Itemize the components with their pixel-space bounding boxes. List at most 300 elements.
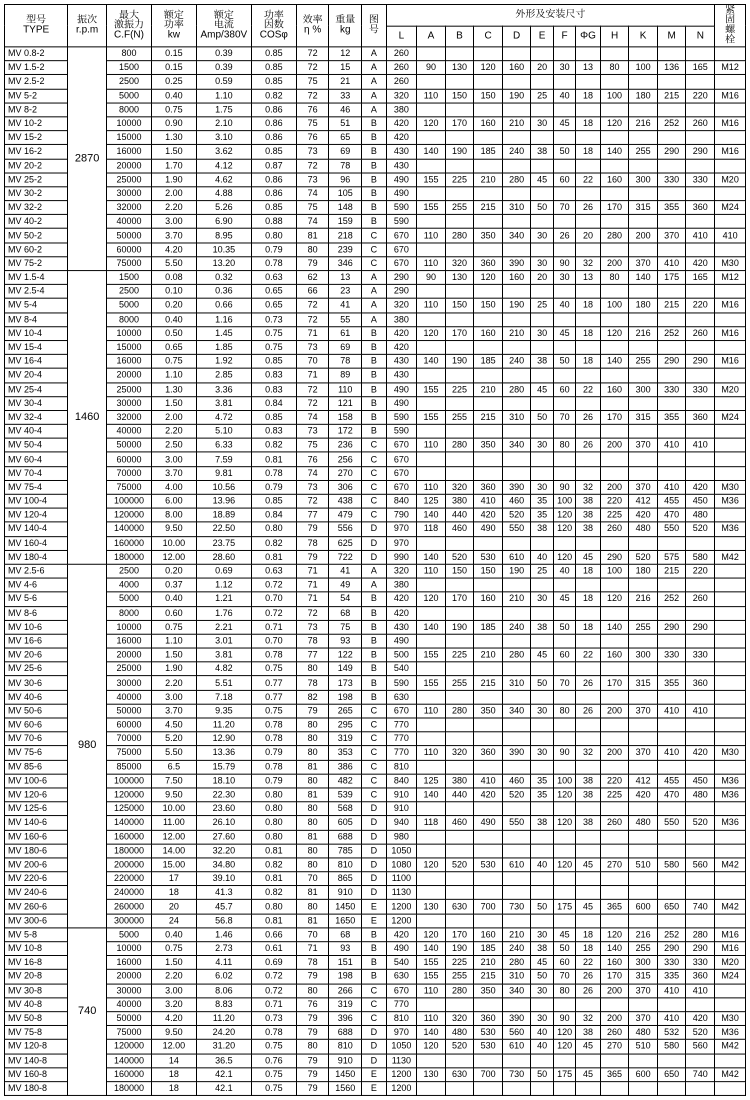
cell-efficiency: 80 (296, 718, 329, 732)
header-dimensions-group: 外形及安装尺寸 (386, 4, 715, 25)
cell-dim-A (417, 103, 446, 117)
cell-efficiency: 79 (296, 1054, 329, 1068)
cell-dim-M: 330 (657, 648, 686, 662)
cell-bolt (715, 676, 746, 690)
cell-model: MV 25-2 (5, 173, 68, 187)
cell-dim-A (417, 760, 446, 774)
cell-dim-B: 150 (445, 89, 474, 103)
cell-efficiency: 79 (296, 1026, 329, 1040)
cell-model: MV 15-4 (5, 340, 68, 354)
cell-current: 41.3 (196, 886, 251, 900)
cell-efficiency: 81 (296, 914, 329, 928)
cell-power-factor: 0.79 (251, 480, 296, 494)
cell-dim-G (576, 844, 600, 858)
table-row (5, 648, 746, 662)
cell-dim-H (600, 159, 629, 173)
cell-dim-H: 170 (600, 410, 629, 424)
cell-dim-B (445, 536, 474, 550)
cell-figure: B (362, 327, 386, 341)
header-force: 最大 激振力 C.F(N) (107, 4, 152, 46)
cell-dim-M (657, 830, 686, 844)
cell-current: 4.72 (196, 410, 251, 424)
header-dim-E: E (531, 26, 553, 47)
cell-power-factor: 0.84 (251, 508, 296, 522)
cell-bolt: M12 (715, 61, 746, 75)
cell-force: 30000 (107, 396, 152, 410)
cell-dim-G: 32 (576, 480, 600, 494)
cell-dim-D: 280 (502, 382, 531, 396)
cell-dim-F (553, 368, 575, 382)
cell-dim-F (553, 886, 575, 900)
cell-weight: 910 (329, 1054, 362, 1068)
cell-efficiency: 70 (296, 872, 329, 886)
cell-dim-D (502, 75, 531, 89)
cell-dim-K: 255 (629, 145, 658, 159)
cell-dim-K (629, 452, 658, 466)
table-row (5, 494, 746, 508)
cell-dim-K (629, 998, 658, 1012)
cell-dim-B (445, 718, 474, 732)
cell-model: MV 20-2 (5, 159, 68, 173)
cell-dim-K: 300 (629, 956, 658, 970)
cell-power-factor: 0.86 (251, 187, 296, 201)
cell-dim-K: 216 (629, 327, 658, 341)
cell-model: MV 30-6 (5, 676, 68, 690)
cell-dim-L: 320 (386, 299, 417, 313)
header-dim-C: C (474, 26, 503, 47)
cell-dim-C (474, 606, 503, 620)
cell-dim-B (445, 914, 474, 928)
cell-efficiency: 72 (296, 382, 329, 396)
cell-weight: 78 (329, 354, 362, 368)
cell-dim-M (657, 187, 686, 201)
cell-bolt (715, 452, 746, 466)
cell-dim-L: 590 (386, 676, 417, 690)
cell-dim-G (576, 103, 600, 117)
cell-current: 28.60 (196, 550, 251, 564)
table-row (5, 942, 746, 956)
cell-dim-M: 290 (657, 145, 686, 159)
cell-dim-G: 18 (576, 145, 600, 159)
cell-dim-C: 360 (474, 746, 503, 760)
cell-dim-N: 360 (686, 410, 715, 424)
cell-dim-E: 25 (531, 89, 553, 103)
cell-bolt (715, 1082, 746, 1096)
cell-dim-B (445, 187, 474, 201)
cell-dim-F (553, 606, 575, 620)
cell-current: 3.10 (196, 131, 251, 145)
cell-power-factor: 0.86 (251, 103, 296, 117)
cell-figure: C (362, 718, 386, 732)
cell-weight: 865 (329, 872, 362, 886)
cell-dim-K: 255 (629, 942, 658, 956)
cell-force: 75000 (107, 746, 152, 760)
cell-power-factor: 0.86 (251, 131, 296, 145)
cell-dim-N: 410 (686, 229, 715, 243)
cell-figure: E (362, 900, 386, 914)
table-row (5, 1026, 746, 1040)
cell-weight: 93 (329, 634, 362, 648)
cell-dim-F: 100 (553, 774, 575, 788)
cell-model: MV 60-4 (5, 452, 68, 466)
cell-dim-D (502, 998, 531, 1012)
cell-dim-E: 40 (531, 858, 553, 872)
cell-dim-G: 22 (576, 648, 600, 662)
cell-bolt: M24 (715, 410, 746, 424)
cell-weight: 75 (329, 620, 362, 634)
cell-dim-D: 460 (502, 774, 531, 788)
cell-bolt (715, 592, 746, 606)
cell-current: 5.51 (196, 676, 251, 690)
cell-current: 10.35 (196, 243, 251, 257)
cell-dim-L: 1130 (386, 1054, 417, 1068)
cell-efficiency: 71 (296, 592, 329, 606)
cell-efficiency: 72 (296, 89, 329, 103)
cell-dim-N (686, 396, 715, 410)
cell-dim-C: 210 (474, 956, 503, 970)
cell-dim-N (686, 536, 715, 550)
cell-dim-M (657, 914, 686, 928)
cell-dim-L: 910 (386, 788, 417, 802)
cell-power: 0.40 (151, 313, 196, 327)
cell-dim-D: 610 (502, 550, 531, 564)
cell-dim-N: 560 (686, 858, 715, 872)
cell-model: MV 50-4 (5, 438, 68, 452)
cell-current: 18.10 (196, 774, 251, 788)
cell-dim-G (576, 243, 600, 257)
cell-force: 40000 (107, 998, 152, 1012)
cell-dim-G: 26 (576, 410, 600, 424)
cell-force: 75000 (107, 257, 152, 271)
cell-dim-H: 280 (600, 229, 629, 243)
cell-dim-C: 490 (474, 816, 503, 830)
cell-force: 15000 (107, 131, 152, 145)
cell-power-factor: 0.69 (251, 956, 296, 970)
cell-dim-D: 340 (502, 984, 531, 998)
cell-bolt: M20 (715, 382, 746, 396)
cell-weight: 785 (329, 844, 362, 858)
cell-dim-B: 190 (445, 354, 474, 368)
cell-dim-H: 100 (600, 564, 629, 578)
cell-force: 16000 (107, 634, 152, 648)
cell-dim-E (531, 830, 553, 844)
cell-model: MV 30-2 (5, 187, 68, 201)
cell-dim-M: 410 (657, 746, 686, 760)
cell-figure: B (362, 606, 386, 620)
cell-dim-H (600, 844, 629, 858)
cell-dim-E: 25 (531, 564, 553, 578)
cell-dim-M: 355 (657, 201, 686, 215)
cell-model: MV 160-8 (5, 1068, 68, 1082)
cell-dim-M (657, 536, 686, 550)
cell-current: 4.12 (196, 159, 251, 173)
cell-figure: B (362, 201, 386, 215)
cell-efficiency: 79 (296, 550, 329, 564)
cell-dim-A: 140 (417, 508, 446, 522)
cell-dim-L: 420 (386, 327, 417, 341)
cell-dim-N (686, 368, 715, 382)
cell-dim-M: 215 (657, 299, 686, 313)
cell-power: 3.00 (151, 690, 196, 704)
cell-force: 140000 (107, 522, 152, 536)
cell-power: 1.90 (151, 173, 196, 187)
cell-power-factor: 0.81 (251, 872, 296, 886)
cell-weight: 151 (329, 956, 362, 970)
cell-dim-M (657, 243, 686, 257)
cell-dim-A: 110 (417, 1012, 446, 1026)
cell-model: MV 1.5-4 (5, 271, 68, 285)
cell-dim-N: 410 (686, 438, 715, 452)
cell-current: 6.02 (196, 970, 251, 984)
cell-weight: 353 (329, 746, 362, 760)
cell-force: 120000 (107, 1040, 152, 1054)
cell-dim-D (502, 103, 531, 117)
cell-dim-E (531, 285, 553, 299)
cell-power: 0.75 (151, 354, 196, 368)
cell-dim-N (686, 313, 715, 327)
cell-dim-N: 220 (686, 564, 715, 578)
cell-power: 15.00 (151, 858, 196, 872)
cell-dim-K (629, 285, 658, 299)
cell-dim-B (445, 634, 474, 648)
cell-dim-B (445, 802, 474, 816)
cell-dim-H (600, 187, 629, 201)
cell-dim-N (686, 1082, 715, 1096)
cell-model: MV 5-4 (5, 299, 68, 313)
cell-dim-N (686, 732, 715, 746)
cell-dim-G: 18 (576, 354, 600, 368)
cell-model: MV 160-6 (5, 830, 68, 844)
cell-dim-G: 18 (576, 564, 600, 578)
cell-dim-N: 740 (686, 1068, 715, 1082)
cell-efficiency: 71 (296, 327, 329, 341)
cell-dim-D: 210 (502, 592, 531, 606)
cell-dim-A: 120 (417, 928, 446, 942)
cell-power-factor: 0.81 (251, 844, 296, 858)
table-row (5, 998, 746, 1012)
cell-dim-B (445, 466, 474, 480)
cell-efficiency: 74 (296, 215, 329, 229)
table-row (5, 872, 746, 886)
cell-rpm-group: 2870 (68, 47, 107, 271)
cell-dim-G (576, 1054, 600, 1068)
cell-weight: 236 (329, 438, 362, 452)
cell-current: 1.12 (196, 578, 251, 592)
cell-dim-H (600, 396, 629, 410)
cell-dim-K: 370 (629, 984, 658, 998)
table-row (5, 718, 746, 732)
cell-power: 2.20 (151, 201, 196, 215)
cell-dim-K: 510 (629, 858, 658, 872)
cell-dim-D (502, 732, 531, 746)
cell-dim-A (417, 802, 446, 816)
cell-dim-F: 120 (553, 1026, 575, 1040)
cell-dim-D: 280 (502, 648, 531, 662)
cell-weight: 41 (329, 564, 362, 578)
cell-force: 75000 (107, 480, 152, 494)
cell-power: 12.00 (151, 1040, 196, 1054)
cell-dim-D (502, 187, 531, 201)
cell-dim-H (600, 215, 629, 229)
cell-current: 23.75 (196, 536, 251, 550)
cell-dim-M: 136 (657, 61, 686, 75)
cell-dim-C: 700 (474, 900, 503, 914)
cell-dim-D: 190 (502, 564, 531, 578)
cell-weight: 33 (329, 89, 362, 103)
cell-dim-B (445, 760, 474, 774)
cell-dim-D (502, 886, 531, 900)
cell-dim-G: 18 (576, 928, 600, 942)
cell-force: 180000 (107, 1082, 152, 1096)
cell-efficiency: 80 (296, 844, 329, 858)
cell-dim-K: 520 (629, 550, 658, 564)
cell-dim-D: 310 (502, 201, 531, 215)
cell-dim-C (474, 802, 503, 816)
cell-current: 1.21 (196, 592, 251, 606)
header-dim-A: A (417, 26, 446, 47)
table-row (5, 117, 746, 131)
cell-power-factor: 0.85 (251, 61, 296, 75)
cell-dim-E: 30 (531, 257, 553, 271)
cell-bolt: M16 (715, 299, 746, 313)
cell-power: 0.75 (151, 620, 196, 634)
cell-dim-M: 290 (657, 620, 686, 634)
cell-dim-B (445, 215, 474, 229)
cell-figure: D (362, 844, 386, 858)
cell-dim-K (629, 1054, 658, 1068)
cell-model: MV 60-2 (5, 243, 68, 257)
cell-dim-K (629, 662, 658, 676)
cell-force: 180000 (107, 844, 152, 858)
cell-efficiency: 80 (296, 984, 329, 998)
cell-current: 22.50 (196, 522, 251, 536)
cell-dim-B (445, 1082, 474, 1096)
cell-dim-H: 160 (600, 382, 629, 396)
cell-dim-G (576, 285, 600, 299)
cell-dim-C: 530 (474, 550, 503, 564)
cell-dim-G: 22 (576, 173, 600, 187)
cell-dim-L: 540 (386, 662, 417, 676)
cell-figure: B (362, 396, 386, 410)
cell-bolt (715, 564, 746, 578)
cell-dim-M: 290 (657, 942, 686, 956)
cell-dim-C: 150 (474, 89, 503, 103)
cell-efficiency: 73 (296, 173, 329, 187)
cell-figure: B (362, 410, 386, 424)
cell-dim-E (531, 368, 553, 382)
cell-dim-F (553, 732, 575, 746)
cell-bolt: M36 (715, 494, 746, 508)
cell-bolt (715, 760, 746, 774)
cell-power: 14 (151, 1054, 196, 1068)
cell-force: 120000 (107, 788, 152, 802)
cell-figure: C (362, 257, 386, 271)
cell-dim-F: 80 (553, 984, 575, 998)
cell-dim-F (553, 718, 575, 732)
cell-dim-K (629, 732, 658, 746)
header-rpm: 振次 r.p.m (68, 4, 107, 46)
cell-weight: 319 (329, 732, 362, 746)
cell-dim-M (657, 802, 686, 816)
cell-force: 50000 (107, 1012, 152, 1026)
cell-dim-F (553, 215, 575, 229)
cell-dim-F: 120 (553, 522, 575, 536)
header-model: 型号 TYPE (5, 4, 68, 46)
cell-dim-K: 480 (629, 522, 658, 536)
cell-efficiency: 73 (296, 480, 329, 494)
cell-dim-H (600, 634, 629, 648)
cell-dim-M (657, 690, 686, 704)
cell-dim-G: 38 (576, 494, 600, 508)
cell-power: 2.50 (151, 438, 196, 452)
cell-power-factor: 0.79 (251, 243, 296, 257)
cell-dim-D (502, 452, 531, 466)
table-row (5, 886, 746, 900)
cell-model: MV 32-4 (5, 410, 68, 424)
cell-power-factor: 0.81 (251, 914, 296, 928)
cell-dim-F: 45 (553, 327, 575, 341)
cell-dim-D: 390 (502, 257, 531, 271)
cell-power: 3.20 (151, 998, 196, 1012)
cell-dim-F: 50 (553, 354, 575, 368)
cell-dim-G (576, 914, 600, 928)
table-row (5, 340, 746, 354)
cell-figure: B (362, 159, 386, 173)
cell-dim-L: 380 (386, 313, 417, 327)
cell-dim-E: 38 (531, 942, 553, 956)
table-row (5, 1040, 746, 1054)
cell-dim-L: 490 (386, 382, 417, 396)
cell-dim-A: 118 (417, 816, 446, 830)
cell-dim-C (474, 159, 503, 173)
cell-bolt: M20 (715, 173, 746, 187)
table-row (5, 271, 746, 285)
cell-dim-F (553, 313, 575, 327)
cell-model: MV 180-6 (5, 844, 68, 858)
cell-power-factor: 0.80 (251, 802, 296, 816)
cell-dim-C: 120 (474, 61, 503, 75)
cell-model: MV 40-8 (5, 998, 68, 1012)
cell-dim-E: 38 (531, 620, 553, 634)
cell-efficiency: 72 (296, 494, 329, 508)
cell-power: 0.20 (151, 299, 196, 313)
cell-dim-M: 550 (657, 816, 686, 830)
cell-dim-M: 370 (657, 229, 686, 243)
cell-dim-N (686, 285, 715, 299)
cell-power-factor: 0.78 (251, 648, 296, 662)
cell-model: MV 20-4 (5, 368, 68, 382)
cell-weight: 568 (329, 802, 362, 816)
cell-dim-D: 280 (502, 173, 531, 187)
cell-dim-E: 38 (531, 354, 553, 368)
cell-dim-H: 225 (600, 788, 629, 802)
cell-dim-C: 160 (474, 117, 503, 131)
cell-dim-A: 90 (417, 61, 446, 75)
cell-dim-B: 280 (445, 984, 474, 998)
cell-dim-F: 80 (553, 438, 575, 452)
cell-dim-N: 220 (686, 89, 715, 103)
cell-bolt (715, 396, 746, 410)
cell-force: 2500 (107, 564, 152, 578)
cell-dim-A: 90 (417, 271, 446, 285)
cell-current: 11.20 (196, 718, 251, 732)
cell-dim-E: 30 (531, 746, 553, 760)
cell-dim-E (531, 75, 553, 89)
cell-dim-H (600, 243, 629, 257)
cell-dim-K: 370 (629, 1012, 658, 1026)
cell-current: 1.16 (196, 313, 251, 327)
cell-dim-F (553, 690, 575, 704)
